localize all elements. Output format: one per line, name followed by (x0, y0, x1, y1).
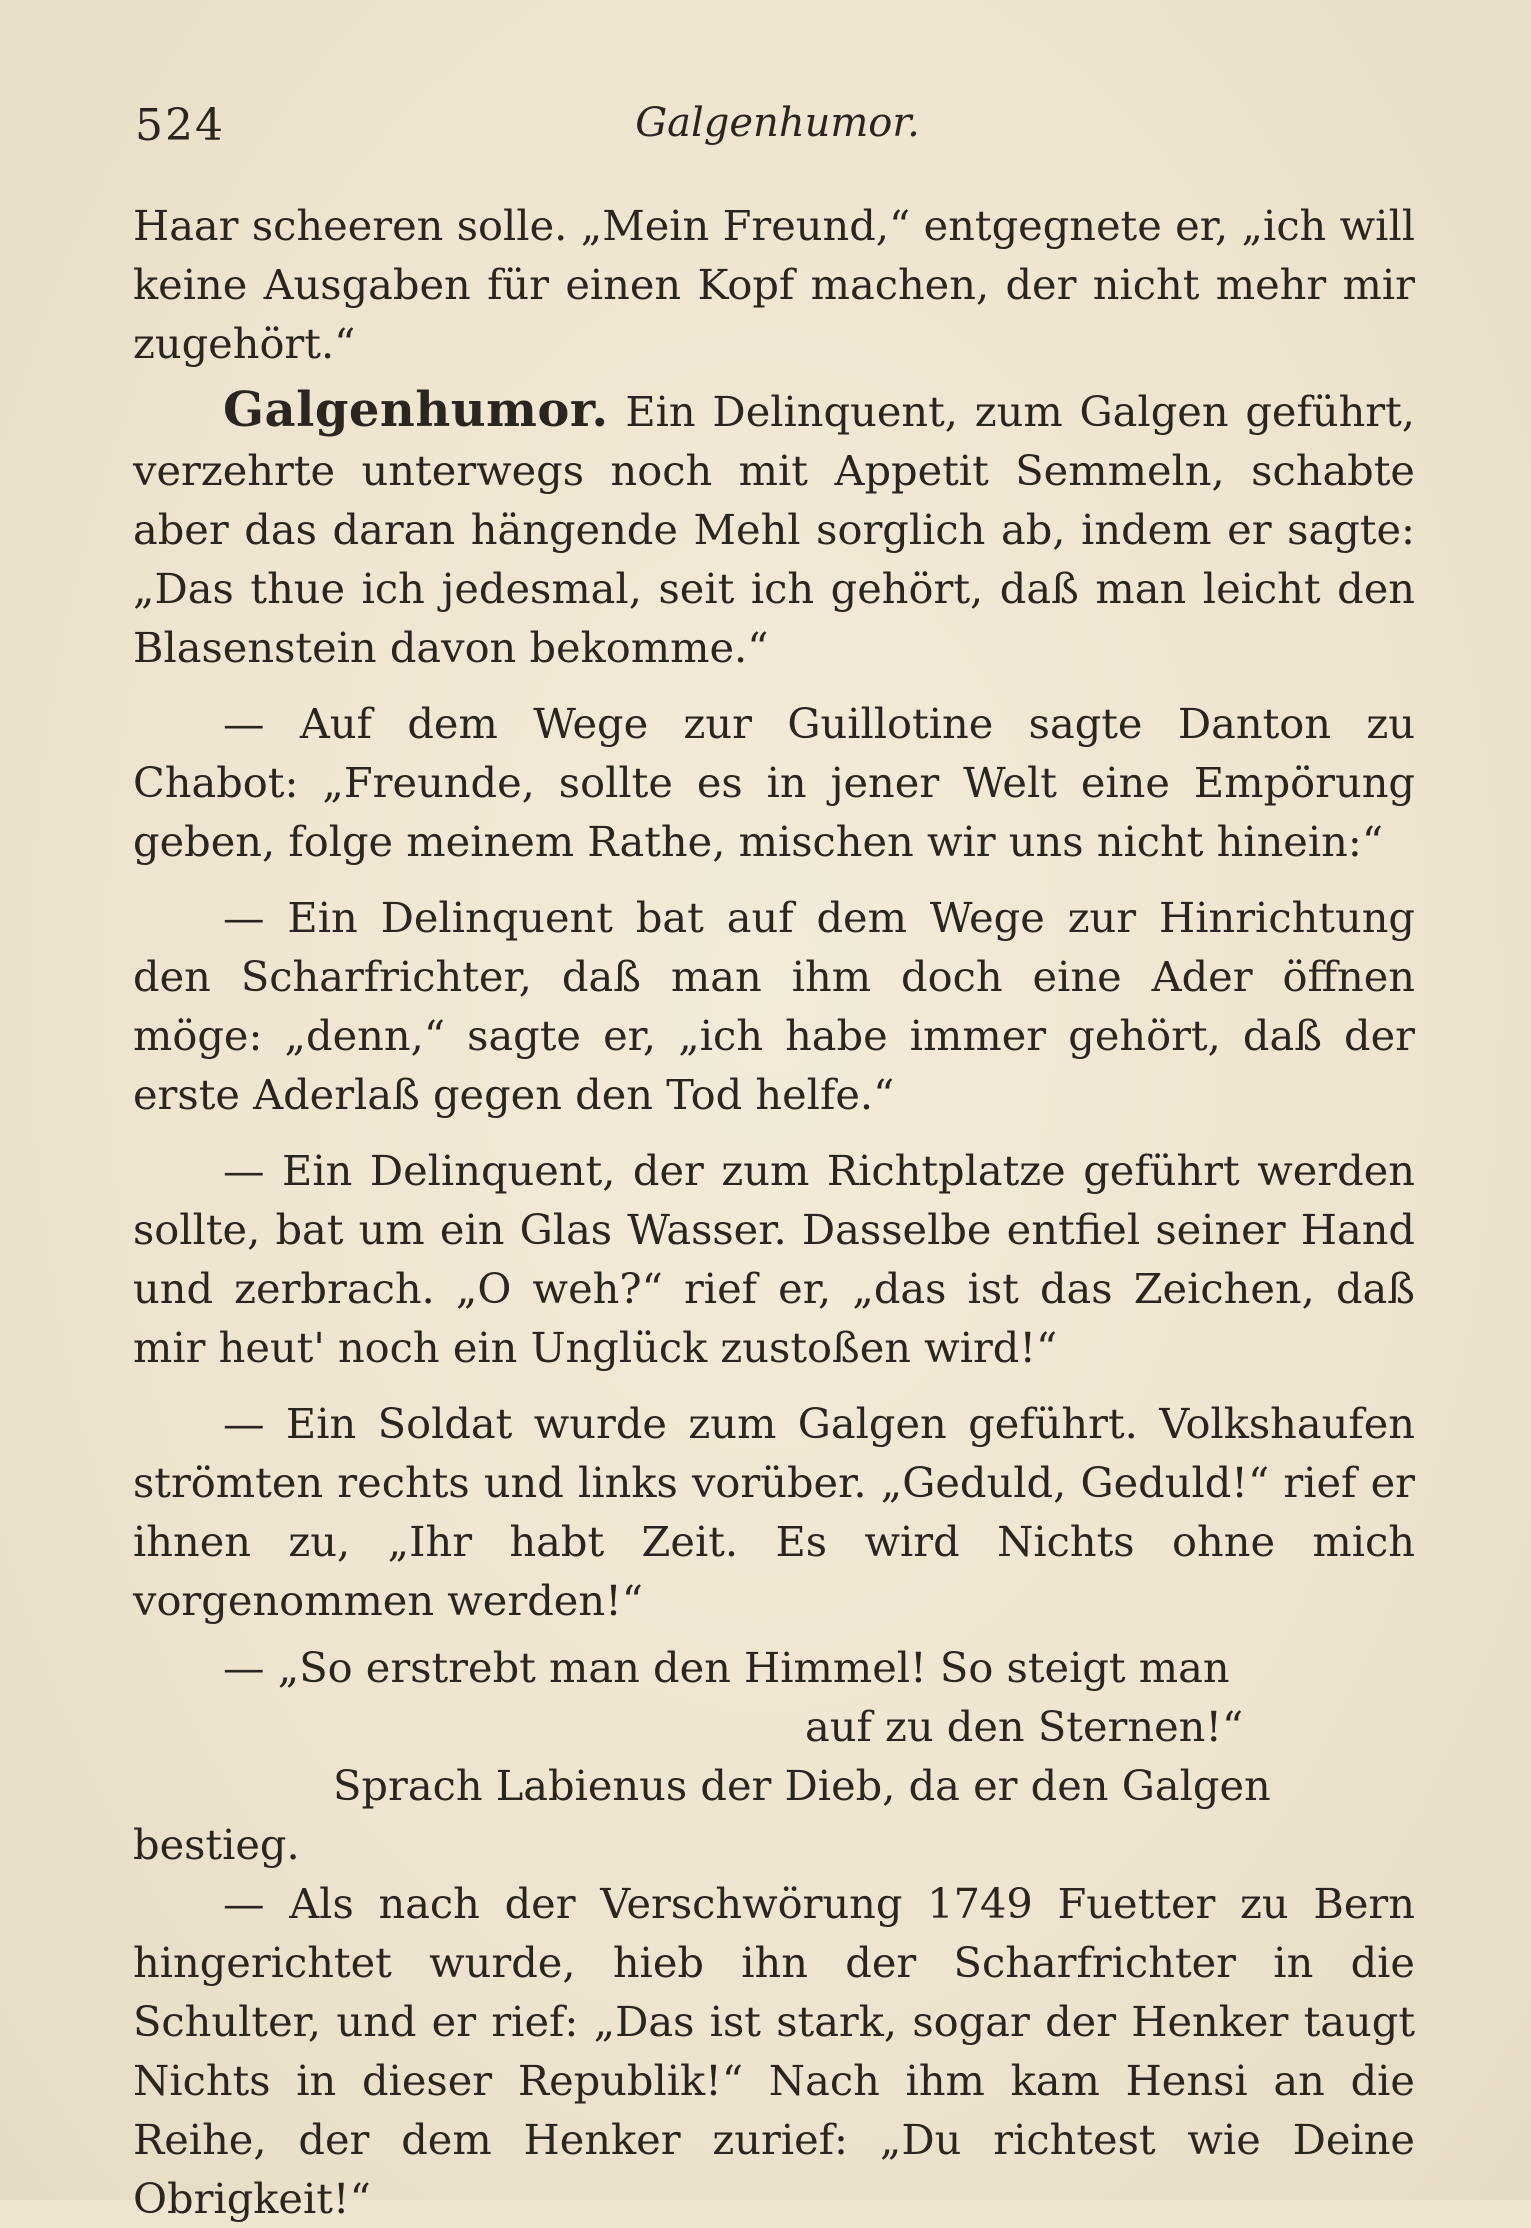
verse-line-1: — „So erstrebt man den Himmel! So steigt man (223, 1643, 1230, 1692)
anecdote-ader: — Ein Delinquent bat auf dem Wege zur Hinrichtung den Scharfrichter, daß man ihm doch eine Ader öffnen möge: „denn,“ sagte er, „ich habe immer gehört, daß der erste Aderlaß gegen den Tod helfe.“ (133, 893, 1415, 1119)
verse-line-2: auf zu den Sternen!“ (805, 1702, 1244, 1751)
page-header (135, 100, 1420, 160)
paragraph-continuation: Haar scheeren solle. „Mein Freund,“ entgegnete er, „ich will keine Ausgaben für einen Kopf machen, der nicht mehr mir zugehört.“ (133, 201, 1415, 368)
body-text (133, 196, 1415, 2228)
verse-block (133, 1638, 1415, 1874)
page-number: 524 (135, 100, 225, 151)
running-title: Galgenhumor. (635, 100, 920, 146)
anecdote-glas-wasser: — Ein Delinquent, der zum Richtplatze geführt werden sollte, bat um ein Glas Wasser. Dasselbe entfiel seiner Hand und zerbrach. „O weh?“ rief er, „das ist das Zeichen, daß mir heut' noch ein Unglück zustoßen wird!“ (133, 1146, 1415, 1372)
section-headword: Galgenhumor. (223, 382, 609, 438)
anecdote-soldat: — Ein Soldat wurde zum Galgen geführt. Volkshaufen strömten rechts und links vorüber. „Geduld, Geduld!“ rief er ihnen zu, „Ihr habt Zeit. Es wird Nichts ohne mich vorgenommen werden!“ (133, 1399, 1415, 1625)
anecdote-danton: — Auf dem Wege zur Guillotine sagte Danton zu Chabot: „Freunde, sollte es in jener Welt eine Empörung geben, folge meinem Rathe, mischen wir uns nicht hinein:“ (133, 699, 1415, 866)
paragraph-galgenhumor (133, 381, 1415, 677)
paragraph-text: Ein Delinquent, zum Galgen geführt, verzehrte unterwegs noch mit Appetit Semmeln, schabte aber das daran hängende Mehl sorglich ab, indem er sagte: „Das thue ich jedesmal, seit ich gehört, daß man leicht den Blasenstein davon bekomme.“ (133, 387, 1415, 672)
anecdote-bern: — Als nach der Verschwörung 1749 Fuetter zu Bern hingerichtet wurde, hieb ihn der Scharfrichter in die Schulter, und er rief: „Das ist stark, sogar der Henker taugt Nichts in dieser Republik!“ Nach ihm kam Hensi an die Reihe, der dem Henker zurief: „Du richtest wie Deine Obrigkeit!“ (133, 1879, 1415, 2223)
verse-attribution: Sprach Labienus der Dieb, da er den Galgen bestieg. (133, 1761, 1271, 1869)
